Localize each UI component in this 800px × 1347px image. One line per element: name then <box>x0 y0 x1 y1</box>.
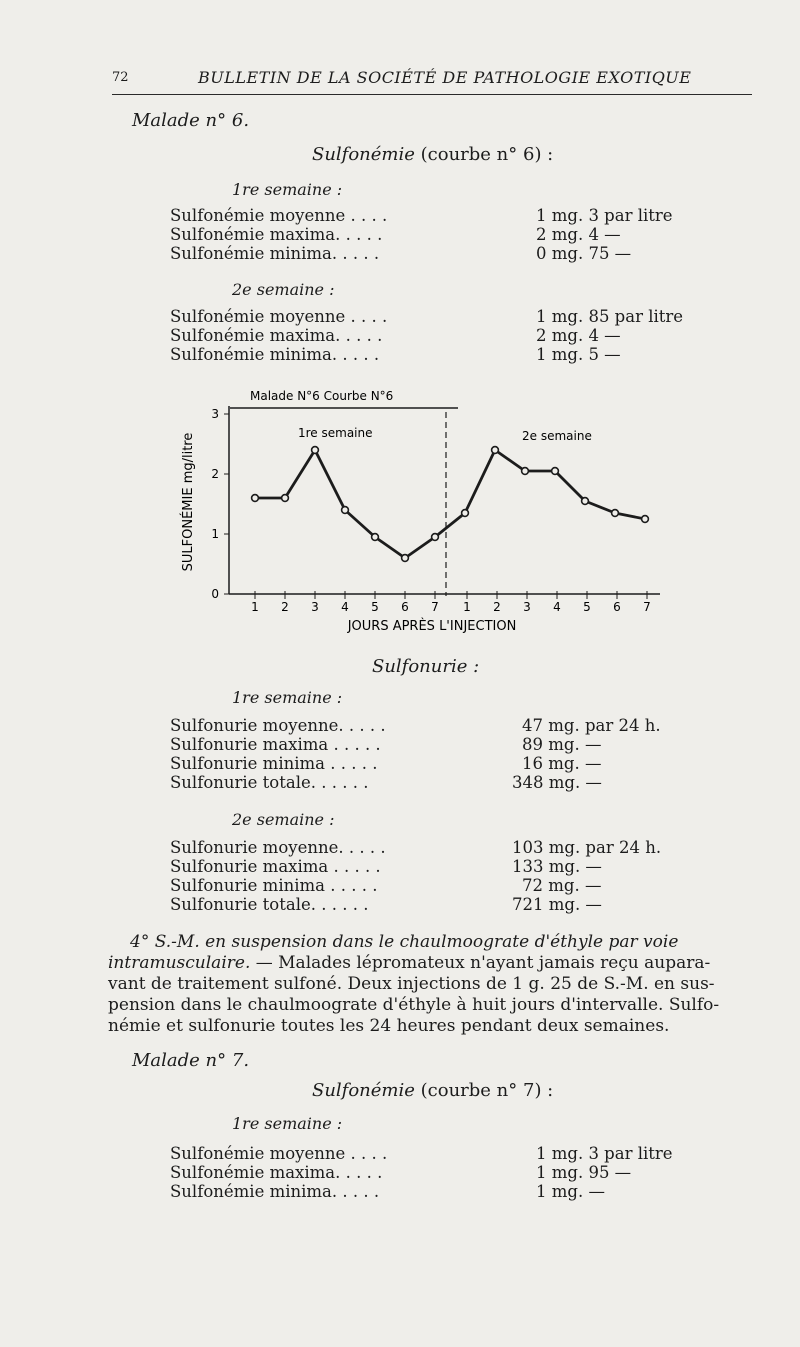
table-row <box>170 857 710 876</box>
table-row <box>170 326 710 345</box>
row-value: 72 mg. — <box>522 876 602 895</box>
patient7-sulfonemie-heading <box>312 1080 553 1101</box>
sulfonemie-heading-suffix: (courbe n° 7) : <box>420 1080 554 1101</box>
page-number: 72 <box>112 70 129 85</box>
data-point <box>582 498 589 505</box>
row-label: Sulfonémie moyenne . . . . <box>170 1144 388 1163</box>
y-tick-label: 3 <box>211 407 219 421</box>
row-label: Sulfonurie maxima . . . . . <box>170 735 381 754</box>
data-point <box>552 468 559 475</box>
y-tick-label: 2 <box>211 467 219 481</box>
row-label: Sulfonémie moyenne . . . . <box>170 307 388 326</box>
row-label: Sulfonémie moyenne . . . . <box>170 206 388 225</box>
sulfonurie-heading: Sulfonurie : <box>372 656 480 677</box>
x-tick-label: 3 <box>523 600 531 614</box>
row-value: 103 mg. par 24 h. <box>512 838 662 857</box>
data-point <box>612 510 619 517</box>
patient6-week2-label: 2e semaine : <box>232 280 335 299</box>
row-label: Sulfonurie totale. . . . . . <box>170 773 369 792</box>
patient6-sulfonemie-heading <box>312 144 553 165</box>
x-tick-label: 3 <box>311 600 319 614</box>
data-point <box>282 495 289 502</box>
header-rule <box>112 94 752 95</box>
patient6-week1-label: 1re semaine : <box>232 180 343 199</box>
table-row <box>170 345 710 364</box>
patient7-title: Malade n° 7. <box>132 1050 250 1071</box>
row-value: 348 mg. — <box>512 773 602 792</box>
sulfonemie-heading-word: Sulfonémie <box>312 144 415 165</box>
row-value: 2 mg. 4 — <box>536 326 621 345</box>
x-tick-label: 2 <box>493 600 501 614</box>
row-label: Sulfonémie minima. . . . . <box>170 1182 380 1201</box>
data-point <box>492 447 499 454</box>
data-point <box>642 516 649 523</box>
x-tick-label: 4 <box>553 600 561 614</box>
data-point <box>432 534 439 541</box>
row-value: 1 mg. 85 par litre <box>536 307 684 326</box>
row-value: 47 mg. par 24 h. <box>522 716 661 735</box>
row-label: Sulfonémie maxima. . . . . <box>170 1163 383 1182</box>
table-row <box>170 716 710 735</box>
table-row <box>170 735 710 754</box>
page-header <box>112 66 752 96</box>
data-point <box>462 510 469 517</box>
data-point <box>522 468 529 475</box>
para-line: 4° S.-M. en suspension dans le chaulmoograte d'éthyle par voie <box>130 932 679 952</box>
x-tick-label: 6 <box>613 600 621 614</box>
row-value: 1 mg. 3 par litre <box>536 206 673 225</box>
patient7-week1-label: 1re semaine : <box>232 1114 343 1133</box>
patient6-week2-table <box>170 307 710 364</box>
table-row <box>170 1144 710 1163</box>
patient7-week1-table <box>170 1144 710 1201</box>
table-row <box>170 754 710 773</box>
para-line: vant de traitement sulfoné. Deux injections de 1 g. 25 de S.-M. en sus- <box>108 974 715 994</box>
y-tick-label: 0 <box>211 587 219 601</box>
row-value: 133 mg. — <box>512 857 602 876</box>
x-tick-label: 4 <box>341 600 349 614</box>
row-label: Sulfonurie moyenne. . . . . <box>170 838 386 857</box>
sulfonurie-week1-table <box>170 716 710 792</box>
table-row <box>170 244 710 263</box>
sulfonurie-week2-table <box>170 838 710 914</box>
patient6-week1-table <box>170 206 710 263</box>
sulfonurie-week2-label: 2e semaine : <box>232 810 335 829</box>
sulfonemie-heading-word: Sulfonémie <box>312 1080 415 1101</box>
x-tick-label: 2 <box>281 600 289 614</box>
row-label: Sulfonémie maxima. . . . . <box>170 225 383 244</box>
sulfonurie-week1-label: 1re semaine : <box>232 688 343 707</box>
para-line: pension dans le chaulmoograte d'éthyle à huit jours d'intervalle. Sulfo- <box>108 995 720 1015</box>
row-value: 1 mg. 95 — <box>536 1163 632 1182</box>
y-ticks <box>211 407 229 601</box>
row-value: 1 mg. 3 par litre <box>536 1144 673 1163</box>
x-tick-label: 5 <box>371 600 379 614</box>
para-line <box>108 953 752 974</box>
method-paragraph <box>108 932 752 1037</box>
x-tick-label: 5 <box>583 600 591 614</box>
row-label: Sulfonémie maxima. . . . . <box>170 326 383 345</box>
x-axis-label: JOURS APRÈS L'INJECTION <box>347 619 517 634</box>
table-row <box>170 1163 710 1182</box>
x-tick-label: 1 <box>463 600 471 614</box>
row-label: Sulfonémie minima. . . . . <box>170 244 380 263</box>
table-row <box>170 1182 710 1201</box>
table-row <box>170 225 710 244</box>
row-value: 0 mg. 75 — <box>536 244 632 263</box>
row-label: Sulfonurie maxima . . . . . <box>170 857 381 876</box>
y-tick-label: 1 <box>211 527 219 541</box>
table-row <box>170 307 710 326</box>
data-point <box>312 447 319 454</box>
para-text: — Malades lépromateux n'ayant jamais reçu aupara- <box>250 953 711 973</box>
data-point <box>402 555 409 562</box>
data-point <box>342 507 349 514</box>
table-row <box>170 838 710 857</box>
row-value: 1 mg. 5 — <box>536 345 621 364</box>
row-label: Sulfonurie minima . . . . . <box>170 876 378 895</box>
data-point <box>252 495 259 502</box>
row-value: 1 mg. — <box>536 1182 605 1201</box>
sulfonemie-heading-suffix: (courbe n° 6) : <box>420 144 554 165</box>
row-label: Sulfonurie moyenne. . . . . <box>170 716 386 735</box>
row-value: 721 mg. — <box>512 895 602 914</box>
row-value: 16 mg. — <box>522 754 602 773</box>
row-value: 2 mg. 4 — <box>536 225 621 244</box>
para-italic: intramusculaire. <box>108 953 251 973</box>
row-value: 89 mg. — <box>522 735 602 754</box>
x-tick-label: 1 <box>251 600 259 614</box>
table-row <box>170 895 710 914</box>
x-tick-label: 7 <box>431 600 439 614</box>
week2-label: 2e semaine <box>522 429 592 443</box>
patient6-title: Malade n° 6. <box>132 110 250 131</box>
para-line: némie et sulfonurie toutes les 24 heures pendant deux semaines. <box>108 1016 670 1036</box>
row-label: Sulfonurie minima . . . . . <box>170 754 378 773</box>
week1-label: 1re semaine <box>298 426 373 440</box>
data-point <box>372 534 379 541</box>
x-tick-label: 7 <box>643 600 651 614</box>
chart-title: Malade N°6 Courbe N°6 <box>250 389 394 403</box>
sulfonemie-chart <box>170 382 670 638</box>
running-title: BULLETIN DE LA SOCIÉTÉ DE PATHOLOGIE EXOTIQUE <box>198 68 692 87</box>
y-axis-label: SULFONÉMIE mg/litre <box>181 432 196 572</box>
x-tick-label: 6 <box>401 600 409 614</box>
table-row <box>170 876 710 895</box>
row-label: Sulfonémie minima. . . . . <box>170 345 380 364</box>
row-label: Sulfonurie totale. . . . . . <box>170 895 369 914</box>
table-row <box>170 206 710 225</box>
table-row <box>170 773 710 792</box>
